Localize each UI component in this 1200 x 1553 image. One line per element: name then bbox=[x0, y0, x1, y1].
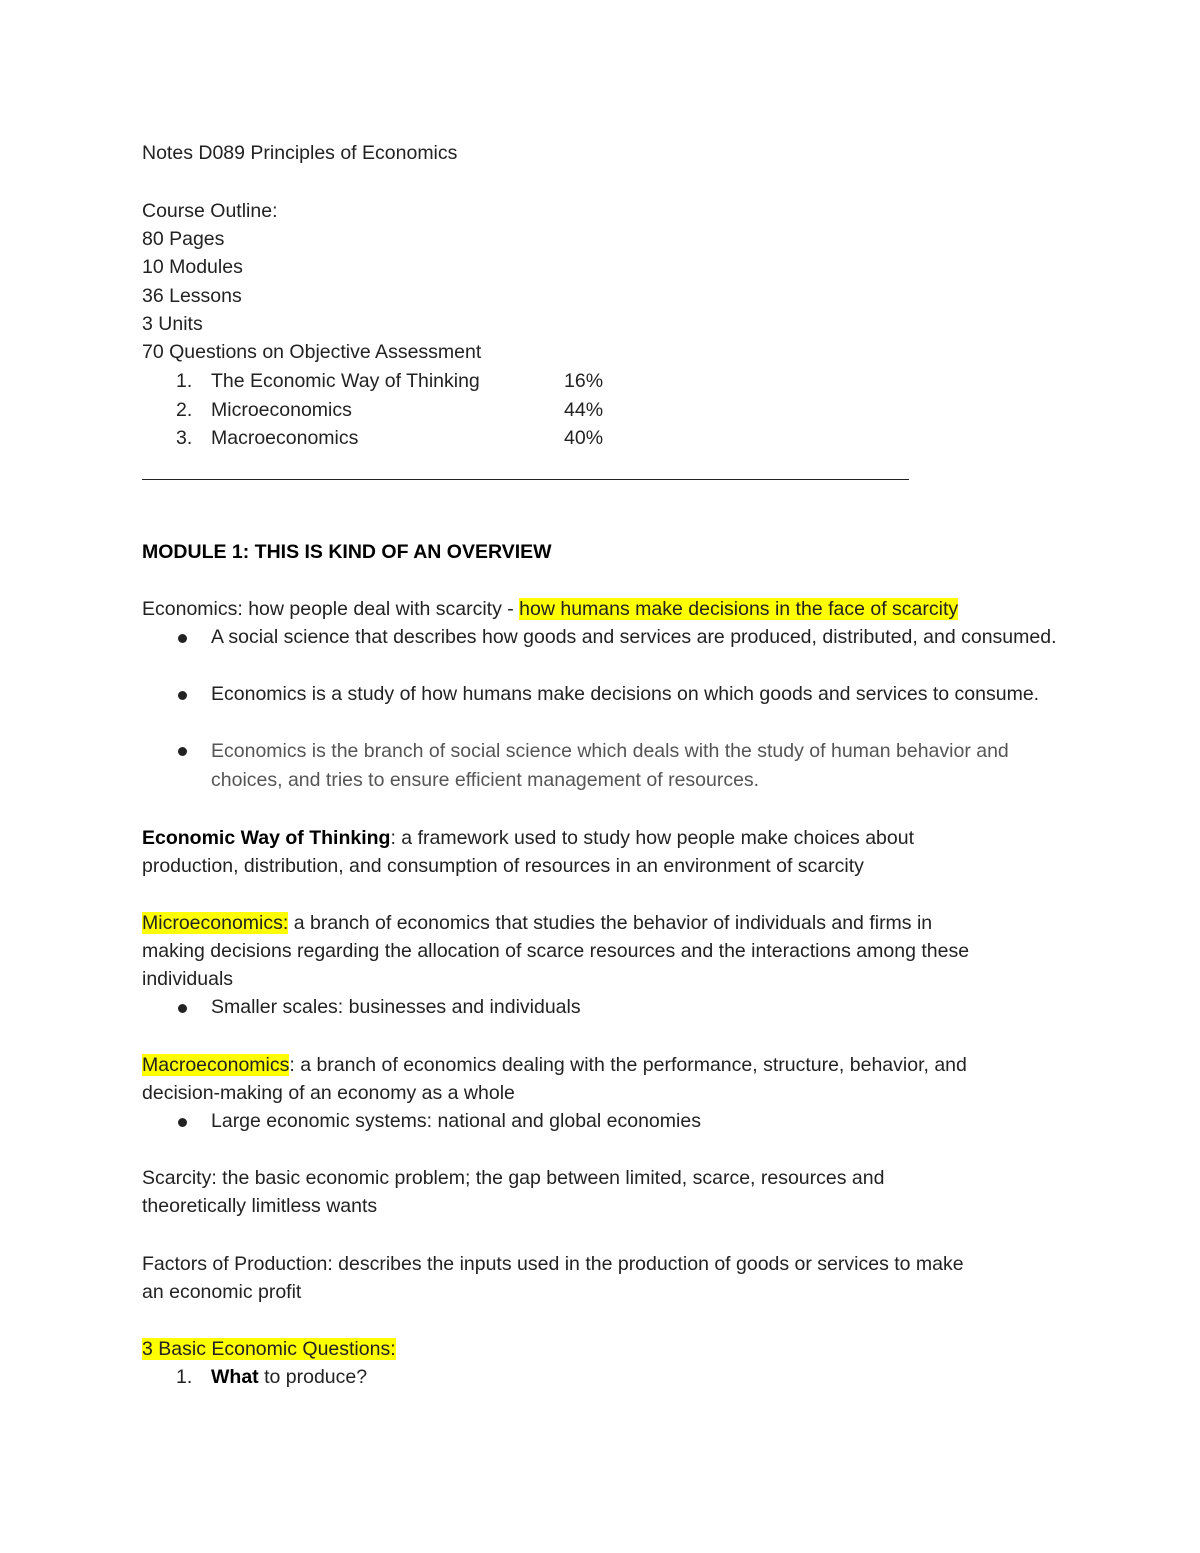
bullet-icon bbox=[178, 747, 187, 756]
module-heading: MODULE 1: THIS IS KIND OF AN OVERVIEW bbox=[142, 541, 552, 563]
ewot-definition bbox=[142, 824, 914, 852]
unit-number: 3. bbox=[176, 427, 193, 449]
outline-stat: 3 Units bbox=[142, 313, 203, 335]
question-number: 1. bbox=[176, 1366, 193, 1388]
questions-heading-text: 3 Basic Economic Questions: bbox=[142, 1338, 396, 1360]
economics-definition bbox=[142, 595, 958, 623]
unit-percent: 16% bbox=[564, 370, 604, 392]
macro-term: Macroeconomics bbox=[142, 1054, 290, 1076]
outline-stat: 36 Lessons bbox=[142, 285, 242, 307]
ewot-def: : a framework used to study how people make choices about bbox=[390, 827, 915, 849]
micro-def-cont: individuals bbox=[142, 968, 234, 990]
economics-bullet: A social science that describes how goods and services are produced, distributed, and consumed. bbox=[211, 626, 1057, 648]
outline-stat: 10 Modules bbox=[142, 256, 243, 278]
economics-lead: Economics: how people deal with scarcity - bbox=[142, 598, 520, 620]
ewot-term: Economic Way of Thinking bbox=[142, 827, 391, 849]
questions-heading bbox=[142, 1335, 396, 1363]
scarcity-def-cont: theoretically limitless wants bbox=[142, 1195, 378, 1217]
micro-bullet: Smaller scales: businesses and individuals bbox=[211, 996, 581, 1018]
unit-percent: 44% bbox=[564, 399, 604, 421]
economics-bullet: Economics is a study of how humans make decisions on which goods and services to consume. bbox=[211, 683, 1040, 705]
scarcity-definition: Scarcity: the basic economic problem; the gap between limited, scarce, resources and bbox=[142, 1167, 885, 1189]
bullet-icon bbox=[178, 1118, 187, 1127]
macro-definition bbox=[142, 1051, 967, 1079]
doc-title: Notes D089 Principles of Economics bbox=[142, 142, 458, 164]
section-divider bbox=[142, 479, 909, 480]
bullet-icon bbox=[178, 691, 187, 700]
ewot-def-cont: production, distribution, and consumption of resources in an environment of scarcity bbox=[142, 855, 864, 877]
macro-def: : a branch of economics dealing with the performance, structure, behavior, and bbox=[289, 1054, 967, 1076]
factors-definition: Factors of Production: describes the inputs used in the production of goods or services to make bbox=[142, 1253, 964, 1275]
question-keyword: What bbox=[211, 1366, 259, 1388]
unit-name: The Economic Way of Thinking bbox=[211, 370, 480, 392]
factors-def-cont: an economic profit bbox=[142, 1281, 302, 1303]
economics-bullet: Economics is the branch of social science which deals with the study of human behavior and choices, and tries to ensure efficient management of resources. bbox=[211, 740, 1009, 791]
unit-number: 1. bbox=[176, 370, 193, 392]
outline-stat: 70 Questions on Objective Assessment bbox=[142, 341, 482, 363]
micro-definition bbox=[142, 909, 932, 937]
question-rest: to produce? bbox=[258, 1366, 368, 1388]
macro-bullet: Large economic systems: national and global economies bbox=[211, 1110, 701, 1132]
macro-def-cont: decision-making of an economy as a whole bbox=[142, 1082, 515, 1104]
micro-def-cont: making decisions regarding the allocation of scarce resources and the interactions among these bbox=[142, 940, 970, 962]
outline-stat: 80 Pages bbox=[142, 228, 225, 250]
outline-heading: Course Outline: bbox=[142, 200, 278, 222]
bullet-icon bbox=[178, 634, 187, 643]
unit-name: Microeconomics bbox=[211, 399, 352, 421]
micro-def: a branch of economics that studies the behavior of individuals and firms in bbox=[288, 912, 933, 934]
question-item bbox=[211, 1363, 367, 1391]
unit-number: 2. bbox=[176, 399, 193, 421]
bullet-icon bbox=[178, 1004, 187, 1013]
micro-term: Microeconomics: bbox=[142, 912, 289, 934]
unit-name: Macroeconomics bbox=[211, 427, 359, 449]
unit-percent: 40% bbox=[564, 427, 604, 449]
economics-highlight: how humans make decisions in the face of scarcity bbox=[519, 598, 959, 620]
